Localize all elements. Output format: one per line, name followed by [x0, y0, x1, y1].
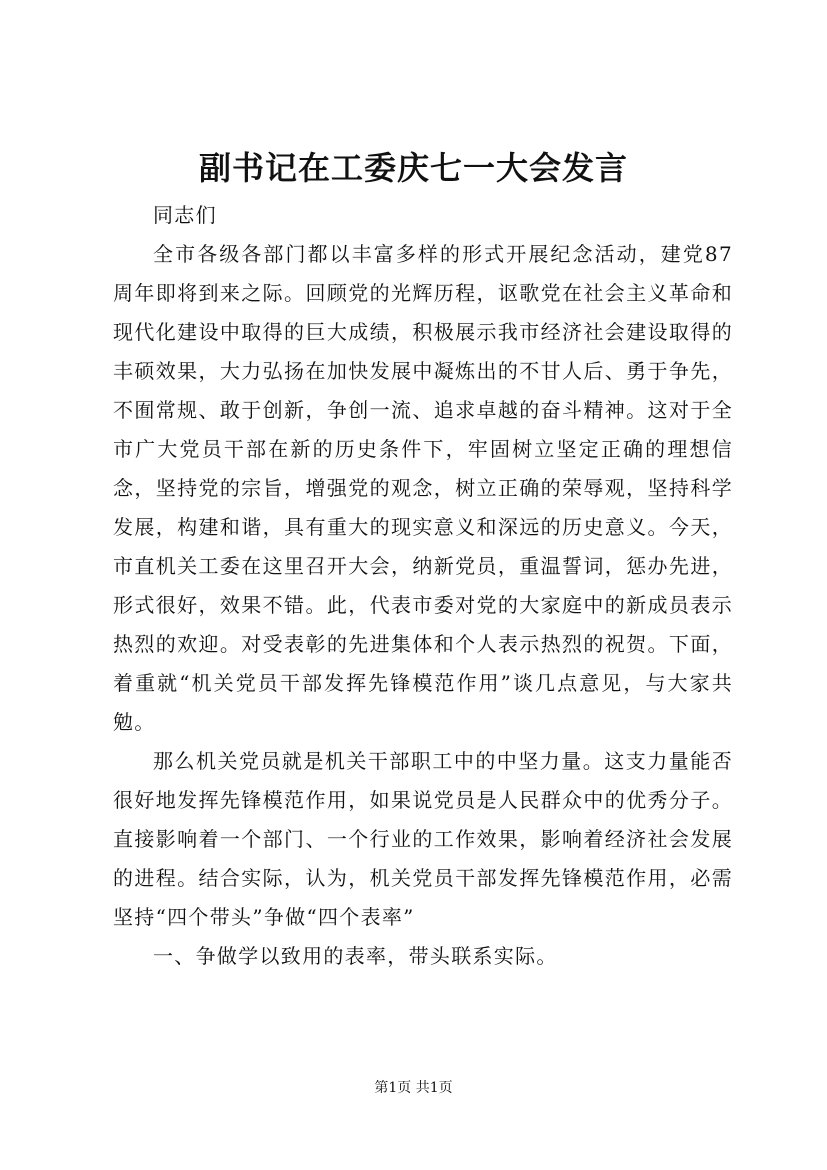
paragraph-salutation: 同志们	[153, 203, 217, 227]
paragraph-1: 全市各级各部门都以丰富多样的形式开展纪念活动，建党87周年即将到来之际。回顾党的光辉历程，讴歌党在社会主义革命和现代化建设中取得的巨大成绩，积极展示我市经济社会建设取得的丰硕效果，大力弘扬在加快发展中凝炼出的不甘人后、勇于争先，不囿常规、敢于创新，争创一流、追求卓越的奋斗精神。这对于全市广大党员干部在新的历史条件下，牢固树立坚定正确的理想信念，坚持党的宗旨，增强党的观念，树立正确的荣辱观，坚持科学发展，构建和谐，具有重大的现实意义和深远的历史意义。今天，市直机关工委在这里召开大会，纳新党员，重温誓词，惩办先进，形式很好，效果不错。此，代表市委对党的大家庭中的新成员表示热烈的欢迎。对受表彰的先进集体和个人表示热烈的祝贺。下面，着重就“机关党员干部发挥先锋模范作用”谈几点意见，与大家共勉。	[113, 242, 733, 734]
paragraph-2: 那么机关党员就是机关干部职工中的中坚力量。这支力量能否很好地发挥先锋模范作用，如果说党员是人民群众中的优秀分子。直接影响着一个部门、一个行业的工作效果，影响着经济社会发展的进程。结合实际，认为，机关党员干部发挥先锋模范作用，必需坚持“四个带头”争做“四个表率”	[113, 749, 733, 929]
document-body	[113, 196, 733, 976]
document-title: 副书记在工委庆七一大会发言	[198, 149, 628, 187]
paragraph-3: 一、争做学以致用的表率，带头联系实际。	[153, 944, 558, 968]
page-footer: 第1页 共1页	[374, 1080, 453, 1096]
